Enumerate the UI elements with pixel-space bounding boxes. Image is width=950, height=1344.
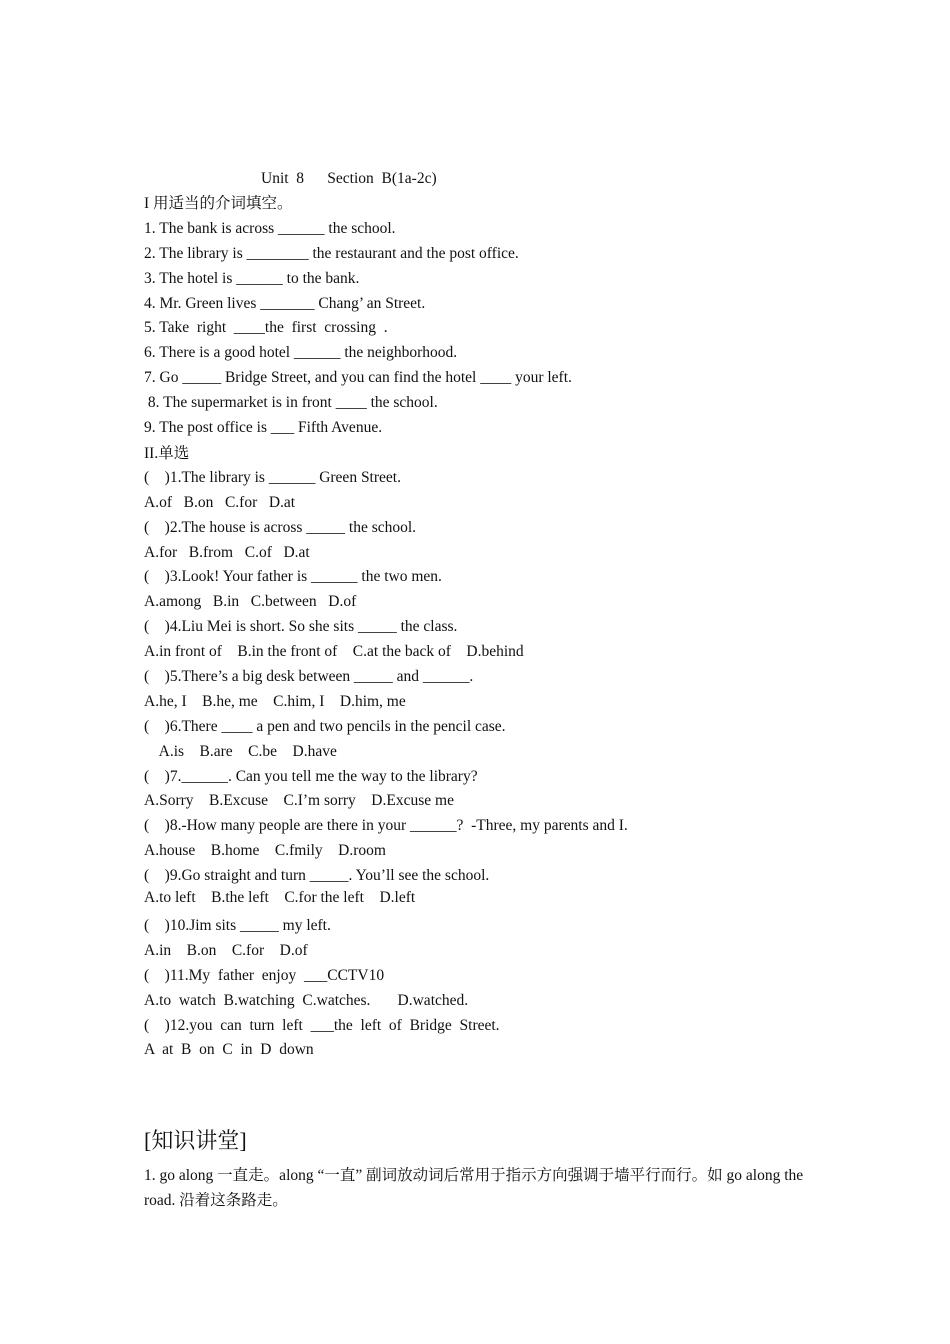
fill-in-item-4: 4. Mr. Green lives _______ Chang’ an Street. <box>144 295 426 312</box>
question-12-options: A at B on C in D down <box>144 1041 314 1058</box>
question-10-options: A.in B.on C.for D.of <box>144 942 308 959</box>
fill-in-item-3: 3. The hotel is ______ to the bank. <box>144 270 360 287</box>
question-1-options: A.of B.on C.for D.at <box>144 494 296 511</box>
fill-in-item-9: 9. The post office is ___ Fifth Avenue. <box>144 419 383 436</box>
question-5-options: A.he, I B.he, me C.him, I D.him, me <box>144 693 406 710</box>
question-6-options: A.is B.are C.be D.have <box>144 743 337 760</box>
fill-in-item-6: 6. There is a good hotel ______ the neighborhood. <box>144 344 458 361</box>
fill-in-item-8: 8. The supermarket is in front ____ the school. <box>144 394 438 411</box>
knowledge-paragraph: 1. go along 一直走。along “一直” 副词放动词后常用于指示方向强调于墙平行而行。如 go along the road. 沿着这条路走。 <box>144 1167 804 1209</box>
question-1: ( )1.The library is ______ Green Street. <box>144 469 401 486</box>
question-8: ( )8.-How many people are there in your ______? -Three, my parents and I. <box>144 817 628 834</box>
question-9-options: A.to left B.the left C.for the left D.left <box>144 889 416 906</box>
knowledge-heading: [知识讲堂] <box>144 1128 247 1153</box>
question-10: ( )10.Jim sits _____ my left. <box>144 917 331 934</box>
question-7-options: A.Sorry B.Excuse C.I’m sorry D.Excuse me <box>144 792 454 809</box>
question-11-options: A.to watch B.watching C.watches. D.watched. <box>144 992 469 1009</box>
question-5: ( )5.There’s a big desk between _____ and ______. <box>144 668 474 685</box>
question-12: ( )12.you can turn left ___the left of Bridge Street. <box>144 1017 500 1034</box>
page-title: Unit 8 Section B(1a-2c) <box>261 170 437 187</box>
question-11: ( )11.My father enjoy ___CCTV10 <box>144 967 385 984</box>
part1-heading: I 用适当的介词填空。 <box>144 195 293 212</box>
question-3: ( )3.Look! Your father is ______ the two men. <box>144 568 442 585</box>
question-6: ( )6.There ____ a pen and two pencils in the pencil case. <box>144 718 506 735</box>
question-8-options: A.house B.home C.fmily D.room <box>144 842 386 859</box>
question-9: ( )9.Go straight and turn _____. You’ll see the school. <box>144 867 490 884</box>
part2-heading: II.单选 <box>144 445 190 462</box>
question-2-options: A.for B.from C.of D.at <box>144 544 310 561</box>
fill-in-item-2: 2. The library is ________ the restaurant and the post office. <box>144 245 519 262</box>
fill-in-item-7: 7. Go _____ Bridge Street, and you can find the hotel ____ your left. <box>144 369 572 386</box>
fill-in-item-1: 1. The bank is across ______ the school. <box>144 220 396 237</box>
question-4-options: A.in front of B.in the front of C.at the back of D.behind <box>144 643 524 660</box>
question-2: ( )2.The house is across _____ the school. <box>144 519 417 536</box>
fill-in-item-5: 5. Take right ____the first crossing . <box>144 319 388 336</box>
question-4: ( )4.Liu Mei is short. So she sits _____ the class. <box>144 618 458 635</box>
question-7: ( )7.______. Can you tell me the way to the library? <box>144 768 478 785</box>
question-3-options: A.among B.in C.between D.of <box>144 593 357 610</box>
